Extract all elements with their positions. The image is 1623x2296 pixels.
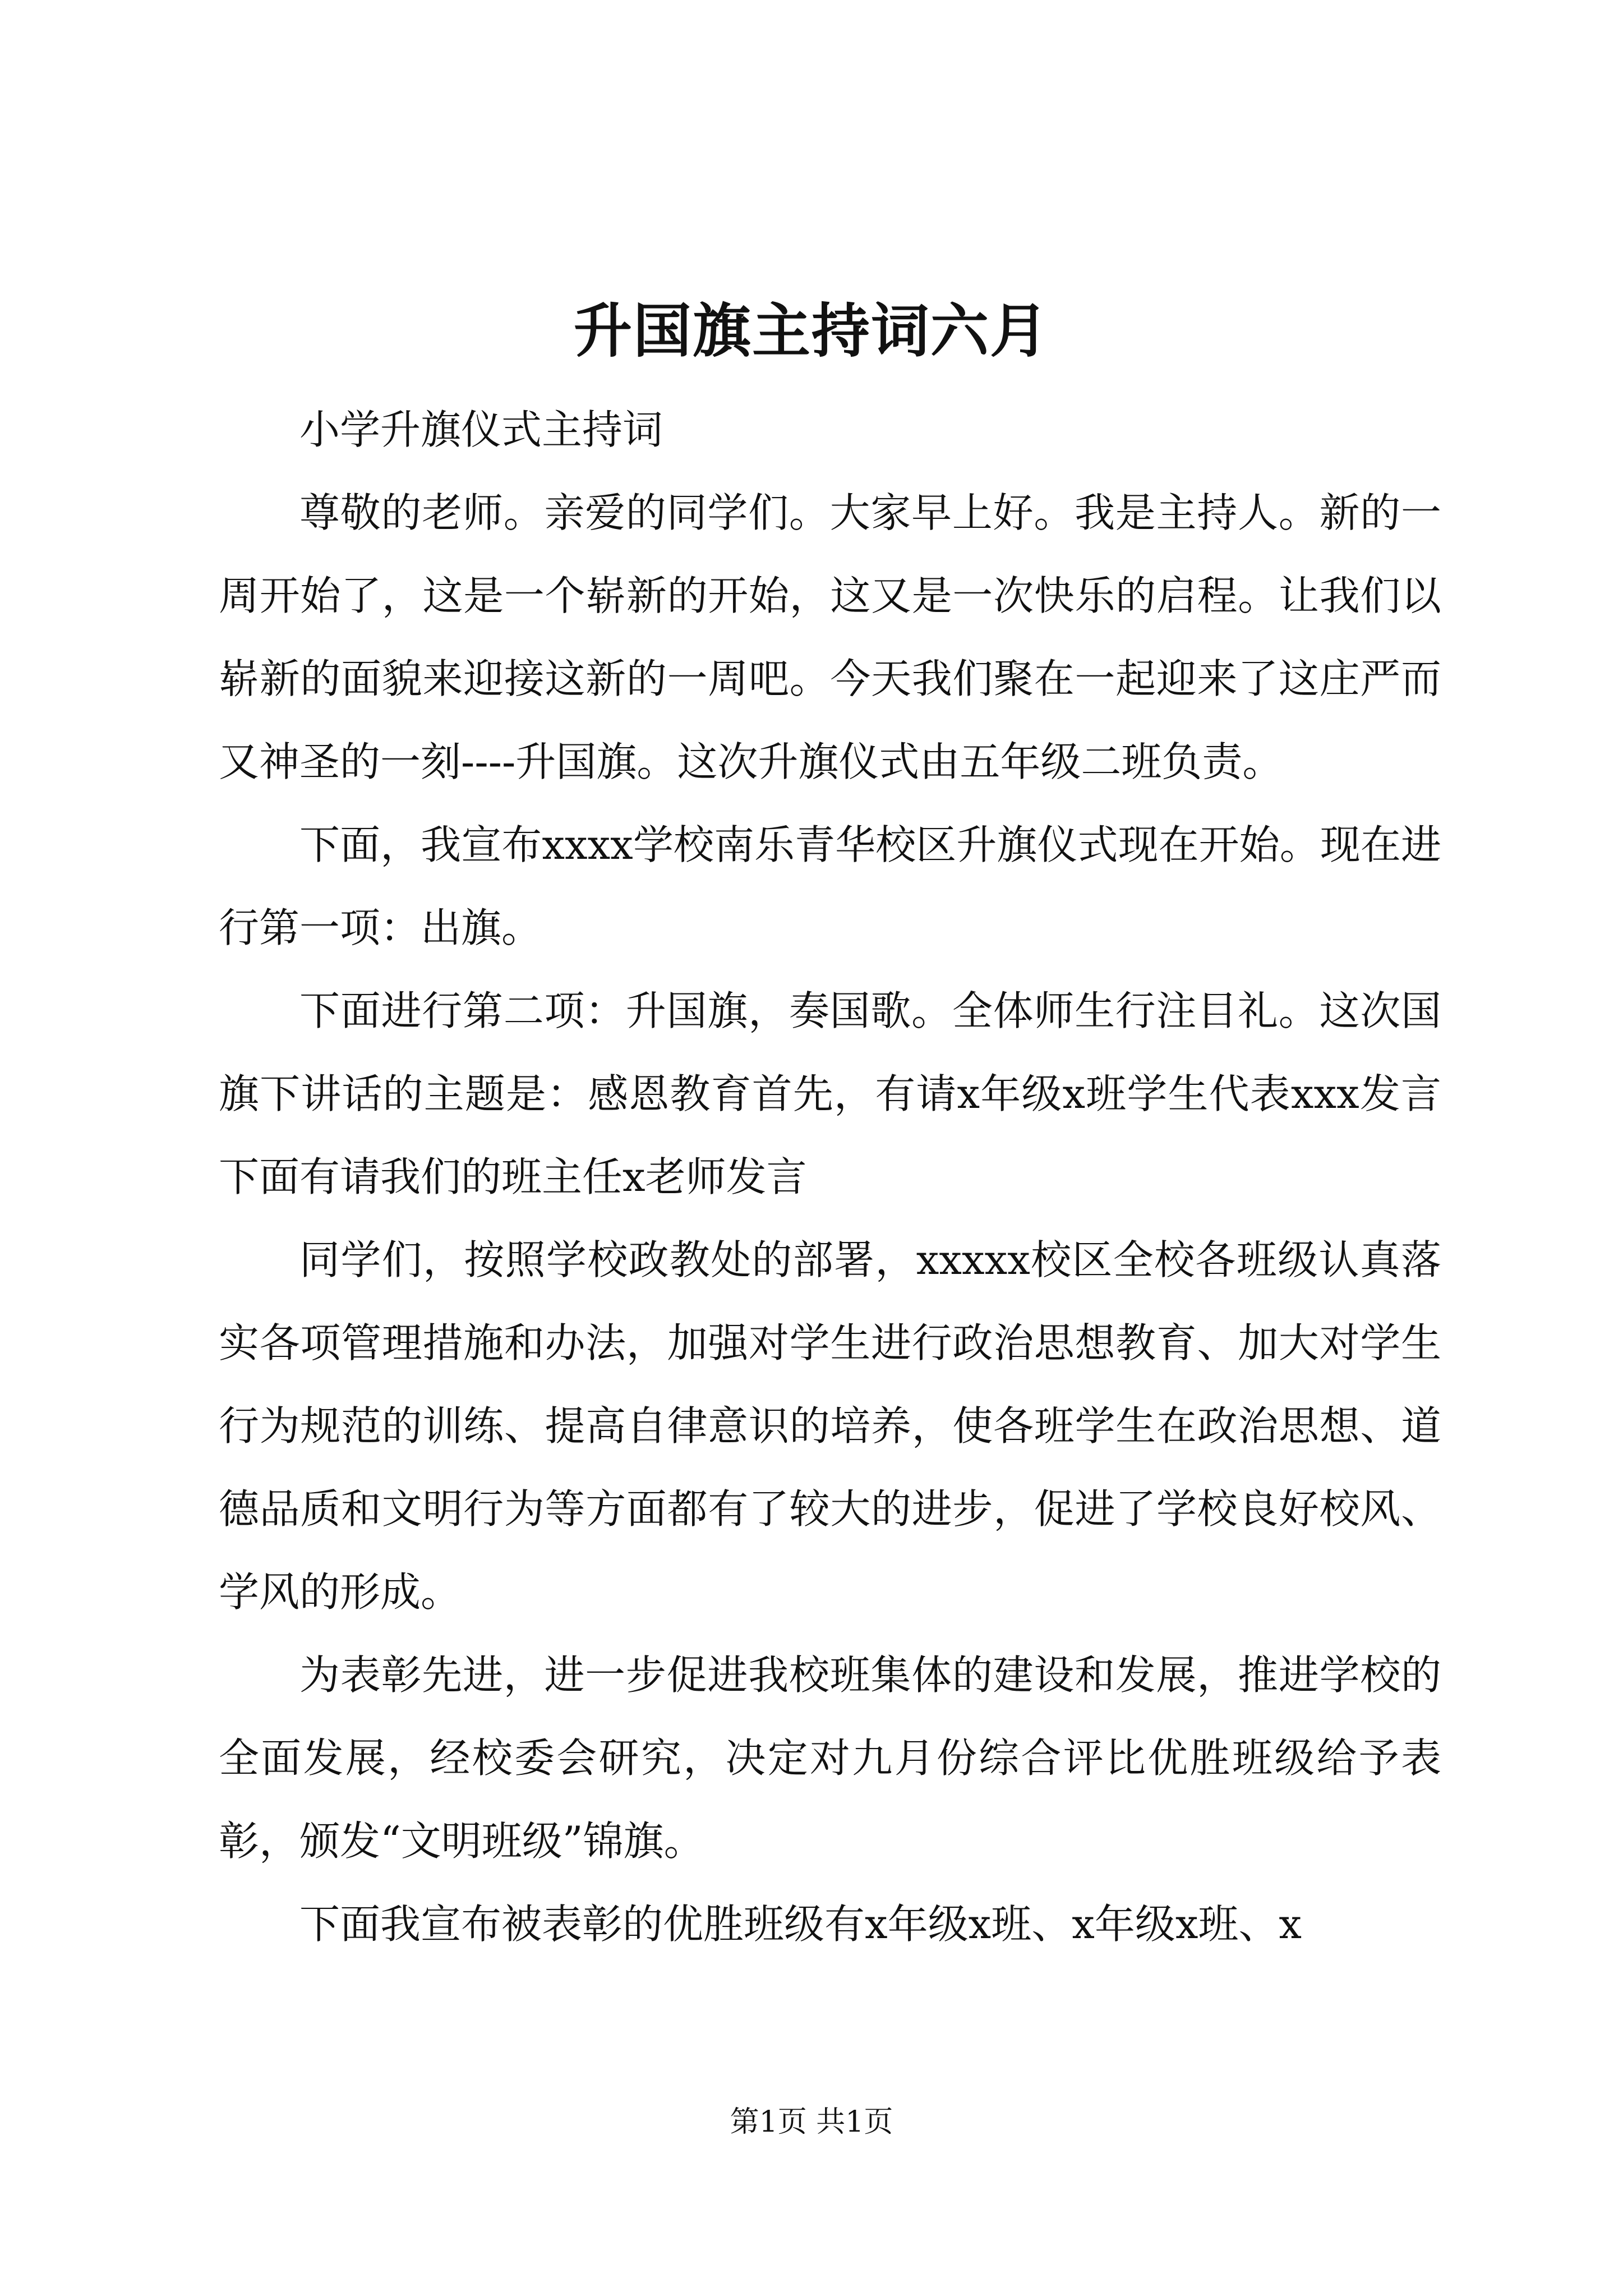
- page-footer: 第1页 共1页: [730, 2105, 893, 2139]
- paragraph-6: 为表彰先进，进一步促进我校班集体的建设和发展，推进学校的全面发展，经校委会研究，决定对九月份综合评比优胜班级给予表彰，颁发“文明班级”锦旗。: [219, 1651, 1441, 1865]
- paragraph-3: 下面，我宣布xxxx学校南乐青华校区升旗仪式现在开始。现在进行第一项：出旗。: [219, 821, 1441, 951]
- document-body: [219, 388, 1441, 1966]
- paragraph-2: 尊敬的老师。亲爱的同学们。大家早上好。我是主持人。新的一周开始了，这是一个崭新的开始，这又是一次快乐的启程。让我们以崭新的面貌来迎接这新的一周吧。今天我们聚在一起迎来了这庄严而又神圣的一刻----升国旗。这次升旗仪式由五年级二班负责。: [219, 489, 1441, 785]
- document-title: 升国旗主持词六月: [573, 296, 1049, 365]
- paragraph-5: 同学们，按照学校政教处的部署，xxxxx校区全校各班级认真落实各项管理措施和办法，加强对学生进行政治思想教育、加大对学生行为规范的训练、提高自律意识的培养，使各班学生在政治思想、道德品质和文明行为等方面都有了较大的进步，促进了学校良好校风、学风的形成。: [219, 1236, 1441, 1616]
- paragraph-1: 小学升旗仪式主持词: [299, 406, 663, 453]
- paragraph-7: 下面我宣布被表彰的优胜班级有x年级x班、x年级x班、x: [299, 1901, 1302, 1948]
- paragraph-4: 下面进行第二项：升国旗，奏国歌。全体师生行注目礼。这次国旗下讲话的主题是：感恩教育首先，有请x年级x班学生代表xxx发言下面有请我们的班主任x老师发言: [219, 987, 1441, 1200]
